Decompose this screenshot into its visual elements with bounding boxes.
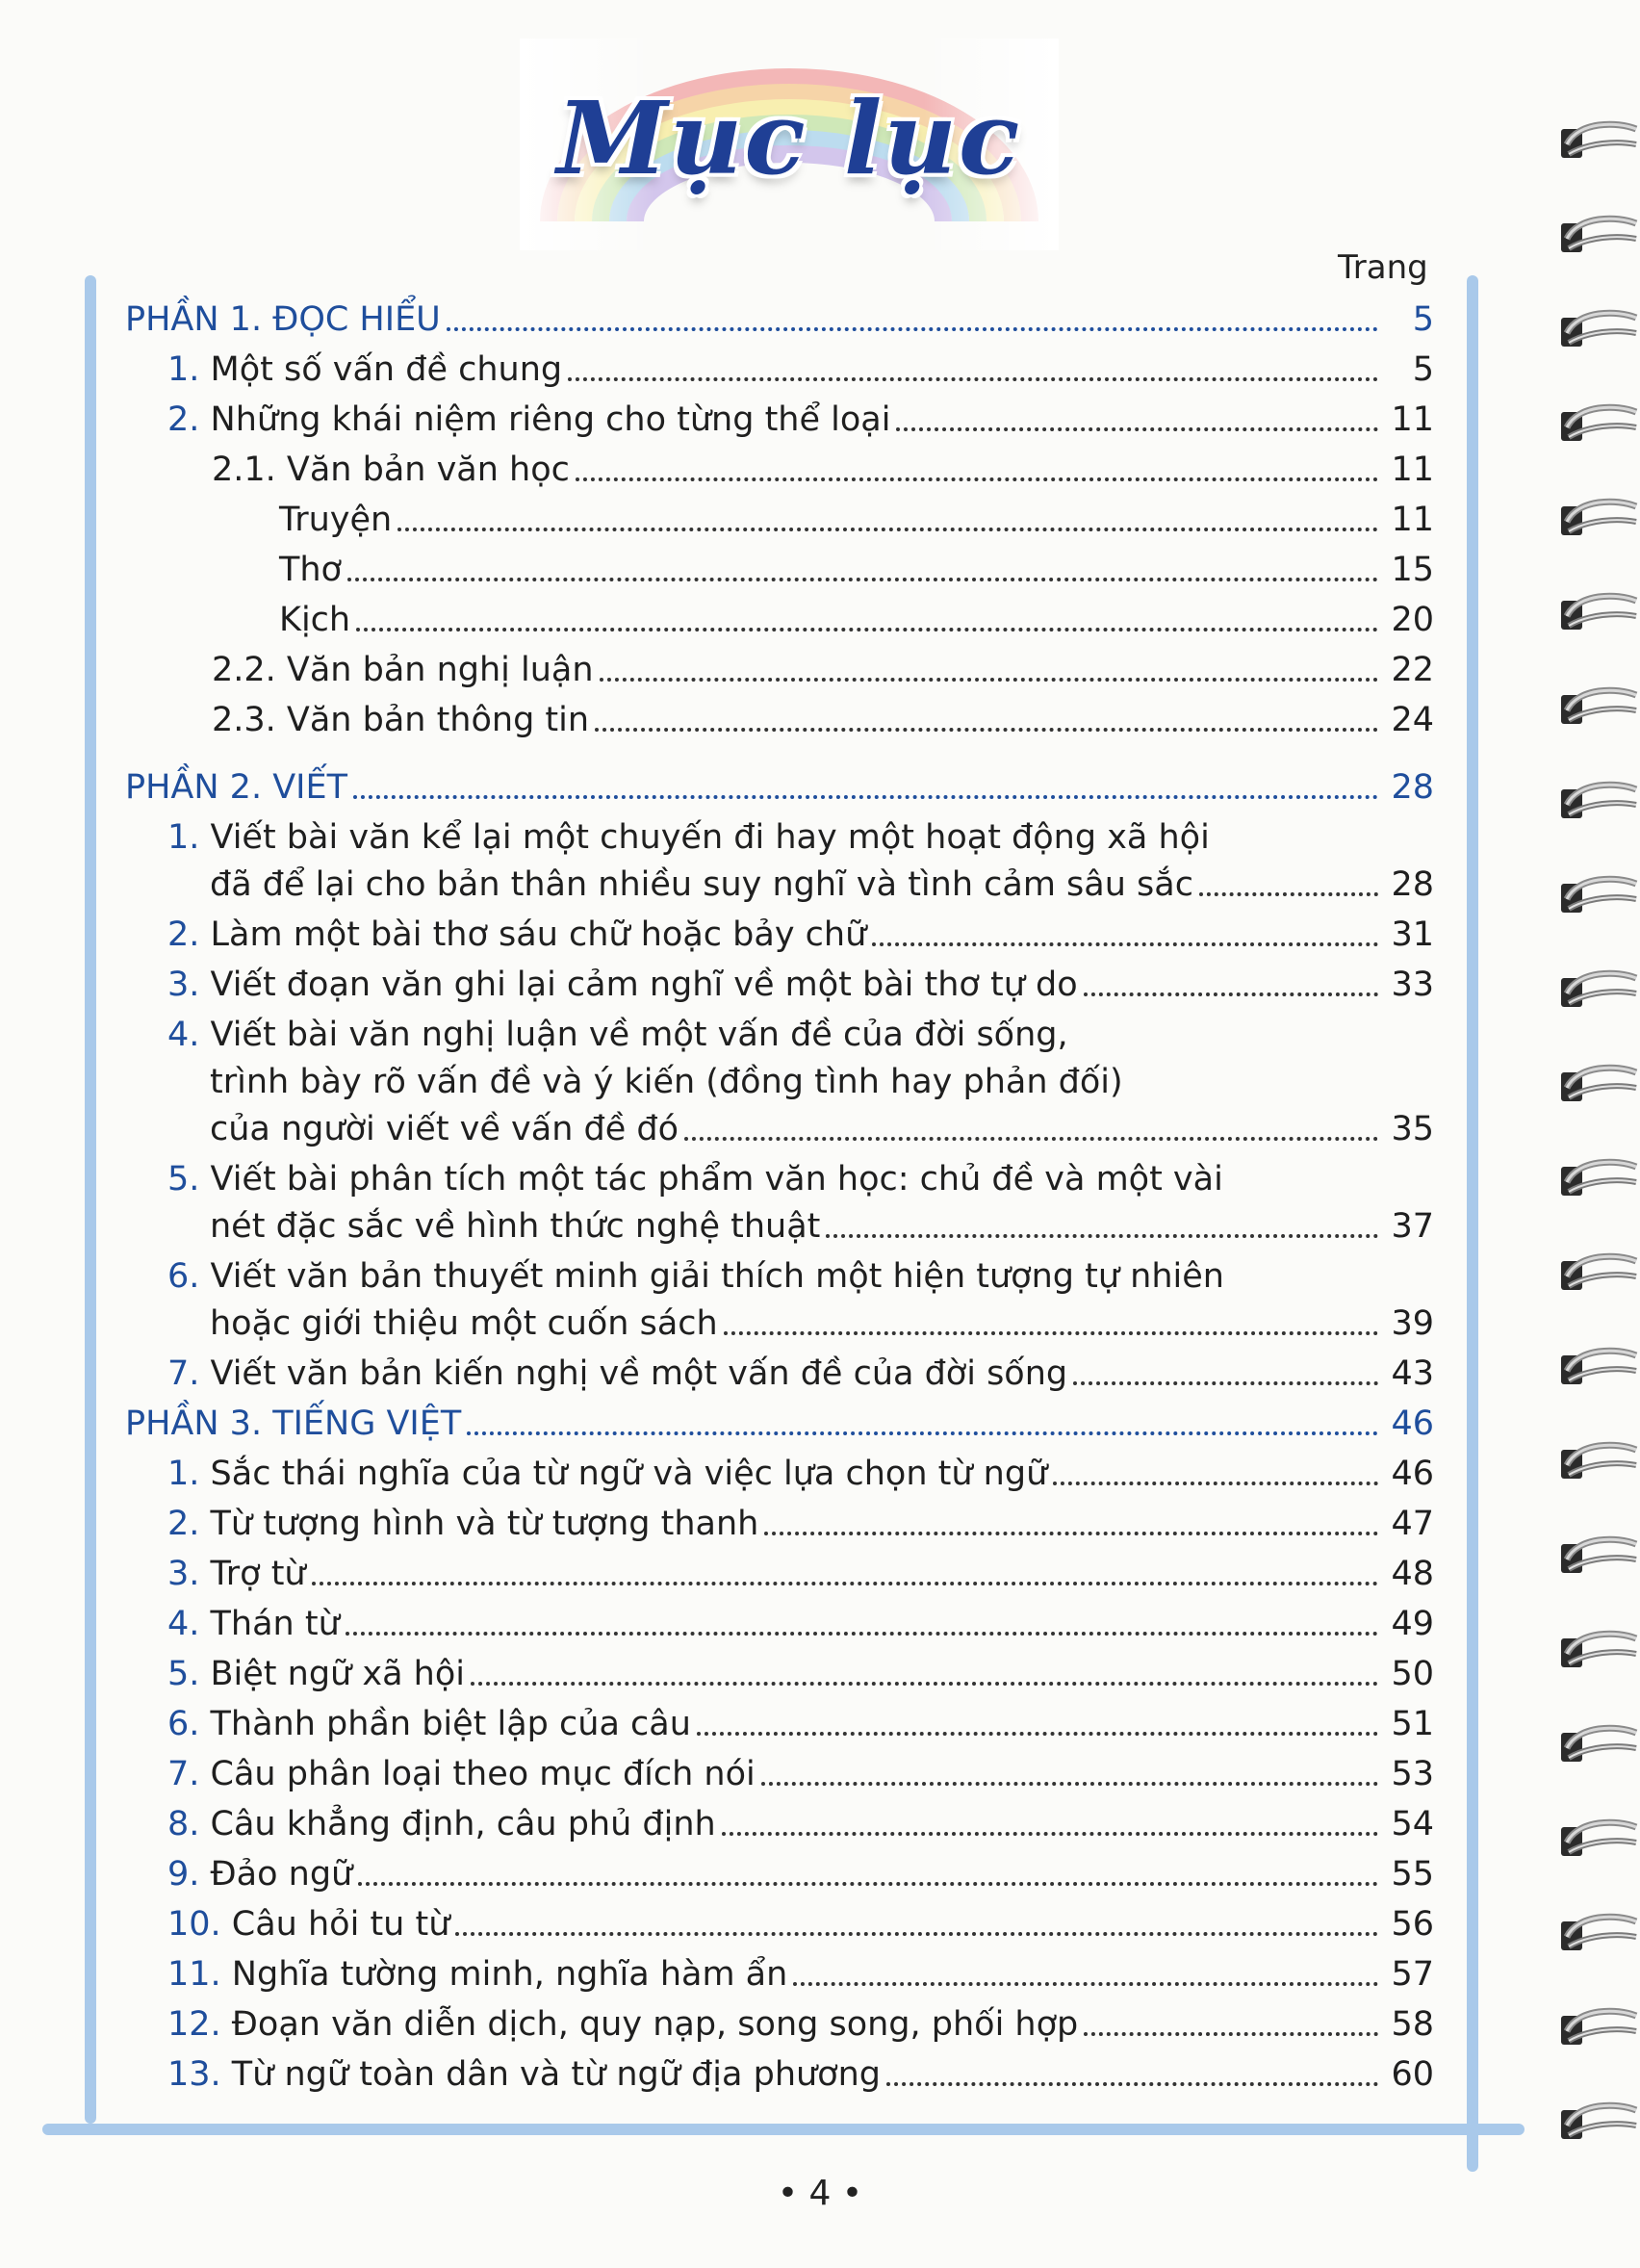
spiral-coil <box>1540 682 1640 735</box>
spiral-coil <box>1540 1153 1640 1207</box>
toc-page-number: 28 <box>1391 768 1434 807</box>
toc-entry-text <box>167 1649 465 1699</box>
toc-entry-title: Viết bài văn nghị luận về một vấn đề của đời sống, <box>199 1016 1068 1054</box>
toc-entry-text <box>167 1899 449 1949</box>
toc-entry-number: 12. <box>167 2005 221 2044</box>
toc-entry-number: 6. <box>167 1705 200 1743</box>
dot-leader <box>576 477 1378 481</box>
toc-entry-number: 4. <box>167 1016 200 1054</box>
toc-entry-text <box>167 2049 881 2100</box>
toc-entry-title: Câu phân loại theo mục đích nói <box>199 1755 756 1793</box>
toc-entry-title: Kịch <box>279 601 351 639</box>
dot-leader <box>312 1582 1378 1585</box>
toc-entry-text <box>167 1251 1224 1302</box>
toc-entry-text <box>167 1449 1047 1499</box>
toc-entry-title: hoặc giới thiệu một cuốn sách <box>210 1304 718 1343</box>
toc-page-number: 54 <box>1391 1805 1434 1843</box>
dot-leader <box>1199 892 1378 896</box>
toc-entry-title: Viết đoạn văn ghi lại cảm nghĩ về một bài thơ tự do <box>199 966 1078 1004</box>
toc-entry-number: 10. <box>167 1905 221 1944</box>
toc-entry <box>125 2049 1434 2100</box>
toc-entry-text <box>125 1399 461 1449</box>
toc-entry-text <box>125 762 347 812</box>
toc-entry-title: Biệt ngữ xã hội <box>199 1655 465 1693</box>
toc-page-number: 31 <box>1391 915 1434 954</box>
toc-entry-text <box>167 1201 820 1251</box>
spiral-coil <box>1540 870 1640 924</box>
toc-entry-title: Thán từ <box>199 1605 340 1643</box>
spiral-coil <box>1540 493 1640 547</box>
toc-entry-text <box>167 1849 352 1899</box>
dot-leader <box>1053 1482 1378 1485</box>
toc-entry-number: 11. <box>167 1955 221 1994</box>
dot-leader <box>353 795 1378 799</box>
toc-page-number: 37 <box>1391 1207 1434 1246</box>
spiral-coil <box>1540 2097 1640 2151</box>
toc-page-number: 22 <box>1391 651 1434 689</box>
toc-page-number: 5 <box>1412 350 1434 389</box>
toc-entry-title: Trợ từ <box>199 1555 306 1593</box>
toc-page-number: 28 <box>1391 865 1434 904</box>
toc-entry-title: Một số vấn đề chung <box>199 350 563 389</box>
dot-leader <box>722 1832 1378 1836</box>
toc-entry <box>125 1999 1434 2049</box>
toc-page-number: 47 <box>1391 1505 1434 1543</box>
toc-entry <box>125 1849 1434 1899</box>
toc-entry <box>125 1699 1434 1749</box>
dot-leader <box>447 327 1378 331</box>
spiral-coil <box>1540 776 1640 830</box>
page-number: • 4 • <box>777 2174 863 2213</box>
toc-entry-title: PHẦN 2. VIẾT <box>125 768 347 807</box>
toc-entry-text <box>167 345 562 395</box>
spiral-coil <box>1540 1342 1640 1396</box>
toc-entry <box>125 960 1434 1010</box>
toc-page-number: 43 <box>1391 1354 1434 1393</box>
toc-page-number: 20 <box>1391 601 1434 639</box>
toc-entry-title: Từ ngữ toàn dân và từ ngữ địa phương <box>220 2055 881 2094</box>
toc-entry-text <box>167 1999 1078 2049</box>
toc-page-number: 11 <box>1391 451 1434 489</box>
dot-leader <box>826 1234 1378 1238</box>
spiral-coil <box>1540 1059 1640 1113</box>
toc-entry <box>125 1154 1434 1204</box>
toc-entry-text <box>167 1299 718 1349</box>
toc-entry-text <box>167 1349 1067 1399</box>
toc-entry <box>125 1449 1434 1499</box>
toc-entry-text <box>212 645 594 695</box>
toc-entry <box>125 1107 1434 1154</box>
toc-entry <box>125 812 1434 863</box>
toc-entry-text <box>279 545 342 595</box>
toc-page-number: 57 <box>1391 1955 1434 1994</box>
toc-entry-title: Thành phần biệt lập của câu <box>199 1705 691 1743</box>
dot-leader <box>358 1882 1378 1886</box>
frame-left-line <box>85 275 96 2124</box>
toc-entry-text <box>167 1104 679 1154</box>
dot-leader <box>1073 1381 1378 1385</box>
toc-entry-text <box>167 1154 1223 1204</box>
dot-leader <box>886 2082 1378 2086</box>
toc-entry-text <box>167 1599 340 1649</box>
toc-entry-text <box>125 295 441 345</box>
toc-entry <box>125 910 1434 960</box>
dot-leader <box>568 377 1378 381</box>
toc-entry-number: 4. <box>167 1605 200 1643</box>
toc-page-number: 24 <box>1391 701 1434 739</box>
toc-entry-text <box>279 595 350 645</box>
dot-leader <box>872 942 1378 946</box>
dot-leader <box>455 1932 1378 1936</box>
toc-entry-title: của người viết về vấn đề đó <box>210 1110 679 1148</box>
toc-page-number: 39 <box>1391 1304 1434 1343</box>
toc-entry-title: trình bày rõ vấn đề và ý kiến (đồng tình hay phản đối) <box>210 1063 1123 1101</box>
toc-entry <box>125 1749 1434 1799</box>
toc-entry <box>125 395 1434 445</box>
toc-entry-text <box>167 1799 716 1849</box>
spiral-coil <box>1540 1814 1640 1868</box>
toc-page-number: 58 <box>1391 2005 1434 2044</box>
spiral-coil <box>1540 399 1640 452</box>
spiral-coil <box>1540 116 1640 169</box>
toc-entry-text <box>167 860 1193 910</box>
toc-entry-title: 2.3. Văn bản thông tin <box>212 701 590 739</box>
toc-page-number: 5 <box>1412 300 1434 339</box>
toc-entry <box>125 863 1434 910</box>
toc-entry-title: Viết văn bản kiến nghị về một vấn đề của đời sống <box>199 1354 1068 1393</box>
toc-entry-number: 13. <box>167 2055 221 2094</box>
toc-page-number: 15 <box>1391 551 1434 589</box>
toc-entry <box>125 1302 1434 1349</box>
toc-page-number: 48 <box>1391 1555 1434 1593</box>
toc-section-heading <box>125 1399 1434 1449</box>
dot-leader <box>356 628 1378 631</box>
spiral-coil <box>1540 1719 1640 1773</box>
toc-entry-text <box>167 812 1210 863</box>
toc-entry-number: 8. <box>167 1805 200 1843</box>
dot-leader <box>761 1782 1378 1786</box>
toc-entry-text <box>167 910 866 960</box>
toc-entry-title: Viết văn bản thuyết minh giải thích một hiện tượng tự nhiên <box>199 1257 1224 1296</box>
toc-entry <box>125 1010 1434 1060</box>
toc-entry <box>125 1799 1434 1849</box>
spiral-coil <box>1540 965 1640 1018</box>
toc-entry <box>125 1649 1434 1699</box>
dot-leader <box>1084 2032 1378 2036</box>
toc-entry-title: Thơ <box>279 551 342 589</box>
dot-leader <box>724 1331 1378 1335</box>
toc-entry-title: Viết bài văn kể lại một chuyến đi hay một hoạt động xã hội <box>199 818 1210 857</box>
toc-entry <box>125 495 1434 545</box>
toc-entry-title: Viết bài phân tích một tác phẩm văn học: chủ đề và một vài <box>199 1160 1223 1198</box>
spiral-coil <box>1540 1531 1640 1585</box>
toc-entry-title: Câu hỏi tu từ <box>220 1905 450 1944</box>
toc-entry <box>125 1251 1434 1302</box>
dot-leader <box>347 578 1378 581</box>
toc-page-number: 53 <box>1391 1755 1434 1793</box>
toc-entry-text <box>167 1749 756 1799</box>
dot-leader <box>346 1632 1378 1636</box>
toc-page-number: 33 <box>1391 966 1434 1004</box>
toc-page-number: 60 <box>1391 2055 1434 2094</box>
toc-entry-number: 5. <box>167 1160 200 1198</box>
toc-entry <box>125 1899 1434 1949</box>
spiral-coil <box>1540 1248 1640 1302</box>
spiral-coil <box>1540 1908 1640 1962</box>
toc-entry-title: nét đặc sắc về hình thức nghệ thuật <box>210 1207 821 1246</box>
spiral-coil <box>1540 587 1640 641</box>
dot-leader <box>896 427 1378 431</box>
toc-section-heading <box>125 762 1434 812</box>
toc-entry-title: Từ tượng hình và từ tượng thanh <box>199 1505 759 1543</box>
dot-leader <box>595 728 1378 732</box>
toc-entry-title: PHẦN 1. ĐỌC HIỂU <box>125 300 441 339</box>
toc-page-number: 46 <box>1391 1455 1434 1493</box>
toc-entry-text <box>212 695 589 745</box>
page-column-header: Trang <box>1338 248 1428 287</box>
toc-entry-title: 2.1. Văn bản văn học <box>212 451 570 489</box>
dot-leader <box>764 1532 1378 1535</box>
dot-leader <box>471 1682 1378 1686</box>
toc-entry-text <box>167 1010 1068 1060</box>
dot-leader <box>467 1431 1378 1435</box>
toc-entry-text <box>167 1549 306 1599</box>
toc-entry-title: Câu khẳng định, câu phủ định <box>199 1805 716 1843</box>
toc-page-number: 51 <box>1391 1705 1434 1743</box>
toc-entry-text <box>279 495 392 545</box>
toc-entry-number: 3. <box>167 966 200 1004</box>
toc-page-number: 56 <box>1391 1905 1434 1944</box>
toc-entry <box>125 345 1434 395</box>
toc-entry-text <box>167 1499 758 1549</box>
toc-entry-title: đã để lại cho bản thân nhiều suy nghĩ và tình cảm sâu sắc <box>210 865 1193 904</box>
toc-entry-title: Đoạn văn diễn dịch, quy nạp, song song, phối hợp <box>220 2005 1079 2044</box>
toc-entry <box>125 1549 1434 1599</box>
toc-entry-number: 7. <box>167 1755 200 1793</box>
toc-entry-title: Nghĩa tường minh, nghĩa hàm ẩn <box>220 1955 788 1994</box>
toc-entry-text <box>167 960 1078 1010</box>
spiral-coil <box>1540 1625 1640 1679</box>
dot-leader <box>600 678 1378 682</box>
toc-entry-number: 1. <box>167 818 200 857</box>
toc-entry-title: 2.2. Văn bản nghị luận <box>212 651 594 689</box>
toc-page-number: 46 <box>1391 1405 1434 1443</box>
toc-entry <box>125 645 1434 695</box>
toc-page-number: 55 <box>1391 1855 1434 1894</box>
toc-entry <box>125 1060 1434 1107</box>
toc-page-number: 49 <box>1391 1605 1434 1643</box>
toc-entry-number: 5. <box>167 1655 200 1693</box>
dot-leader <box>684 1137 1378 1141</box>
dot-leader <box>1084 992 1378 996</box>
table-of-contents <box>125 295 1434 2100</box>
toc-page-number: 35 <box>1391 1110 1434 1148</box>
frame-right-line <box>1467 275 1478 2172</box>
toc-entry-number: 2. <box>167 915 200 954</box>
toc-entry-title: PHẦN 3. TIẾNG VIỆT <box>125 1405 462 1443</box>
toc-page-number: 11 <box>1391 501 1434 539</box>
dot-leader <box>397 528 1378 531</box>
toc-entry <box>125 545 1434 595</box>
toc-entry-number: 2. <box>167 1505 200 1543</box>
toc-entry-number: 6. <box>167 1257 200 1296</box>
toc-entry-title: Sắc thái nghĩa của từ ngữ và việc lựa chọn từ ngữ <box>199 1455 1048 1493</box>
toc-page-number: 50 <box>1391 1655 1434 1693</box>
toc-entry-title: Truyện <box>279 501 393 539</box>
title-banner <box>520 39 1059 250</box>
toc-entry-number: 3. <box>167 1555 200 1593</box>
toc-entry-number: 1. <box>167 1455 200 1493</box>
toc-entry <box>125 1949 1434 1999</box>
spiral-coil <box>1540 304 1640 358</box>
toc-entry <box>125 1349 1434 1399</box>
toc-entry-number: 7. <box>167 1354 200 1393</box>
toc-entry-text <box>167 1699 691 1749</box>
toc-entry-title: Làm một bài thơ sáu chữ hoặc bảy chữ <box>199 915 867 954</box>
toc-entry <box>125 695 1434 745</box>
toc-section-heading <box>125 295 1434 345</box>
toc-entry-title: Đảo ngữ <box>199 1855 353 1894</box>
spiral-coil <box>1540 210 1640 264</box>
toc-page-number: 11 <box>1391 400 1434 439</box>
toc-entry-title: Những khái niệm riêng cho từng thể loại <box>199 400 891 439</box>
spiral-binding <box>1540 116 1640 2195</box>
toc-entry <box>125 445 1434 495</box>
toc-entry-text <box>167 1949 787 1999</box>
page-title: Mục lục <box>556 79 1022 197</box>
toc-entry-number: 1. <box>167 350 200 389</box>
dot-leader <box>793 1982 1378 1986</box>
toc-entry <box>125 595 1434 645</box>
spiral-coil <box>1540 2002 1640 2056</box>
toc-entry <box>125 1204 1434 1251</box>
toc-entry-number: 9. <box>167 1855 200 1894</box>
toc-entry <box>125 1499 1434 1549</box>
toc-entry-number: 2. <box>167 400 200 439</box>
frame-bottom-line <box>42 2124 1525 2135</box>
dot-leader <box>697 1732 1378 1736</box>
toc-entry <box>125 1599 1434 1649</box>
spiral-coil <box>1540 1436 1640 1490</box>
toc-entry-text <box>167 1057 1123 1107</box>
toc-entry-text <box>167 395 890 445</box>
toc-entry-text <box>212 445 570 495</box>
